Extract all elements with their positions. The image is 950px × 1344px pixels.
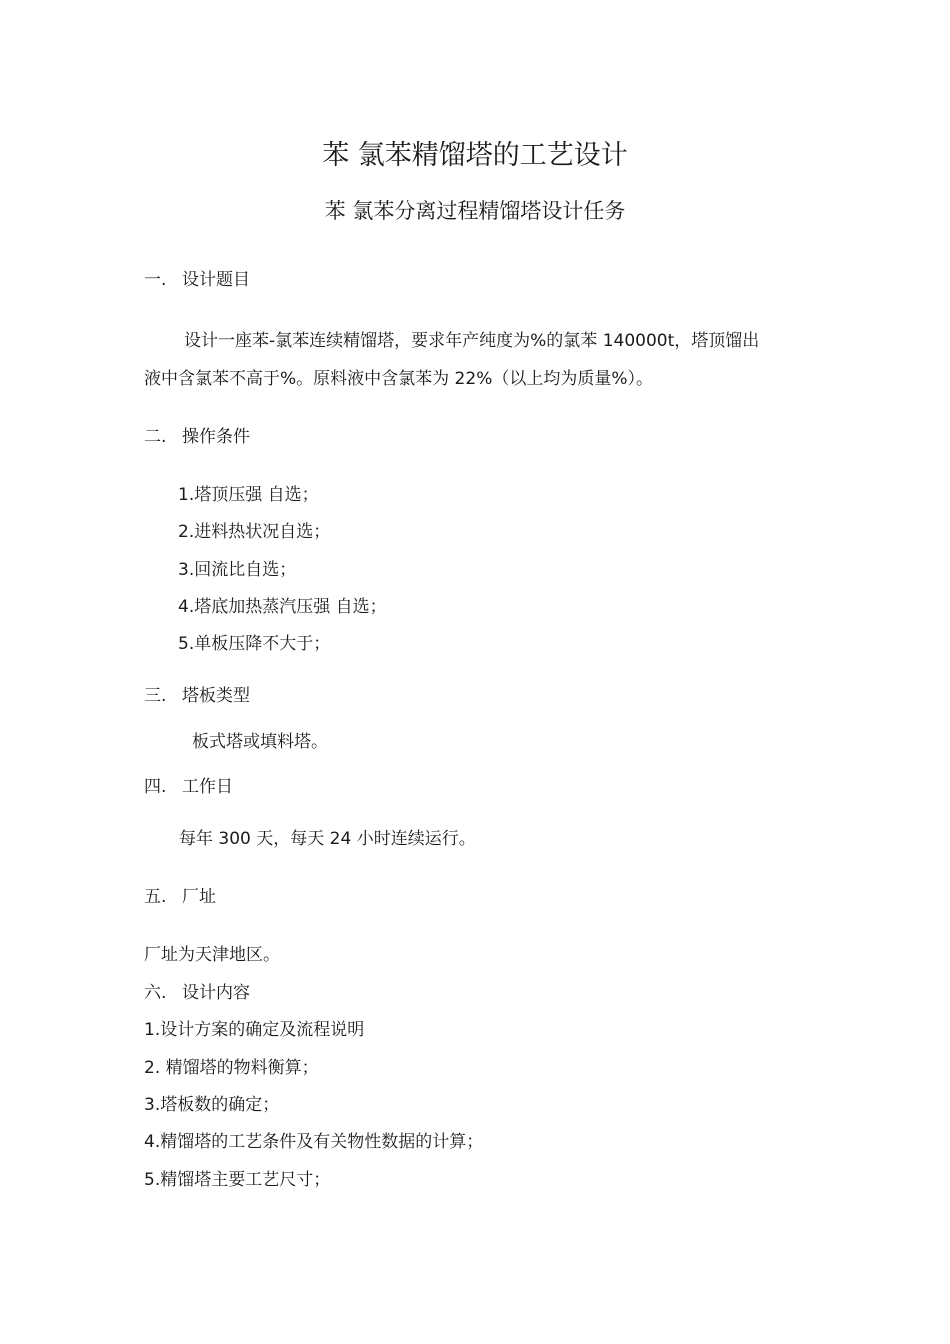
section-heading-design-content <box>144 981 250 1005</box>
paragraph-line: 液中含氯苯不高于%。原料液中含氯苯为 22%（以上均为质量%）。 <box>144 369 653 389</box>
list-item: 4.塔底加热蒸汽压强 自选； <box>178 597 387 617</box>
list-item: 3.塔板数的确定； <box>144 1095 280 1115</box>
paragraph-line: 每年 300 天，每天 24 小时连续运行。 <box>179 829 476 849</box>
paragraph-line: 设计一座苯-氯苯连续精馏塔，要求年产纯度为%的氯苯 140000t，塔顶馏出 <box>184 331 760 351</box>
paragraph-line: 厂址为天津地区。 <box>144 945 280 965</box>
section-number: 一. <box>144 270 167 290</box>
section-heading-operating-conditions <box>144 425 250 449</box>
section-heading-working-days <box>144 775 233 799</box>
paragraph-line: 板式塔或填料塔。 <box>192 732 328 752</box>
section-number: 二. <box>144 427 167 447</box>
section-title: 厂址 <box>182 887 216 907</box>
section-title: 操作条件 <box>182 427 250 447</box>
list-item: 1.设计方案的确定及流程说明 <box>144 1020 365 1040</box>
list-item: 3.回流比自选； <box>178 560 297 580</box>
document-title: 苯 氯苯精馏塔的工艺设计 <box>322 140 628 171</box>
list-item: 4.精馏塔的工艺条件及有关物性数据的计算； <box>144 1132 484 1152</box>
section-title: 塔板类型 <box>182 686 250 706</box>
document-subtitle: 苯 氯苯分离过程精馏塔设计任务 <box>324 199 626 223</box>
section-number: 四. <box>144 777 167 797</box>
section-title: 工作日 <box>182 777 233 797</box>
list-item: 5.单板压降不大于； <box>178 634 331 654</box>
section-title: 设计内容 <box>182 983 250 1003</box>
section-number: 六. <box>144 983 167 1003</box>
section-title: 设计题目 <box>182 270 250 290</box>
list-item: 2.进料热状况自选； <box>178 522 331 542</box>
section-number: 三. <box>144 686 167 706</box>
list-item: 1.塔顶压强 自选； <box>178 485 319 505</box>
list-item: 5.精馏塔主要工艺尺寸； <box>144 1170 331 1190</box>
list-item: 2. 精馏塔的物料衡算； <box>144 1058 319 1078</box>
section-heading-site <box>144 885 216 909</box>
section-heading-design-topic <box>144 268 250 292</box>
section-heading-tray-type <box>144 684 250 708</box>
section-number: 五. <box>144 887 167 907</box>
